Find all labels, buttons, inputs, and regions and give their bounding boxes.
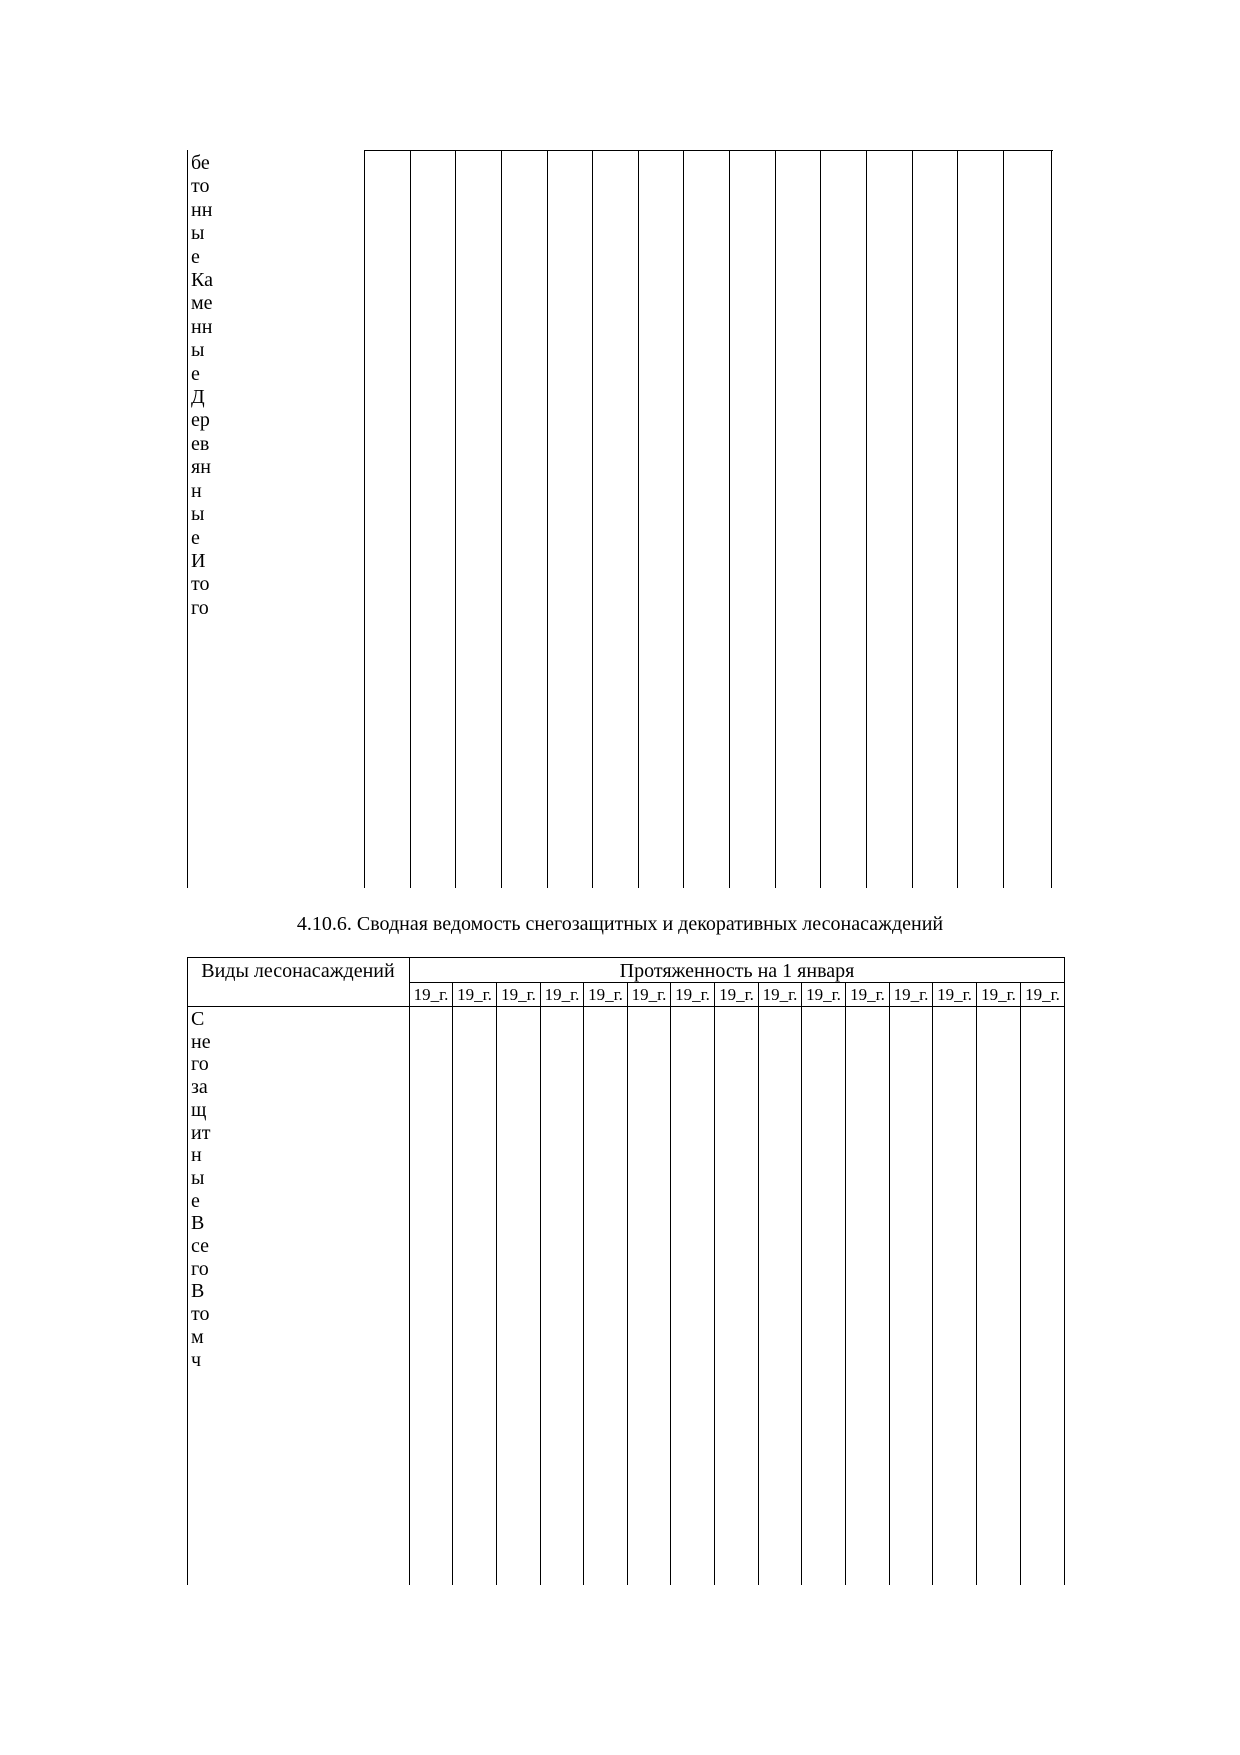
year-header-cell: 19_г.	[544, 985, 580, 1004]
year-header-cell: 19_г.	[850, 985, 885, 1004]
year-header-cell: 19_г.	[719, 985, 754, 1004]
table-continued-column-line	[187, 150, 188, 888]
table-top-border	[187, 957, 1065, 958]
year-column-line	[627, 982, 628, 1585]
year-header-cell: 19_г.	[937, 985, 972, 1004]
year-column-line	[409, 957, 410, 1585]
table-continued-column-line	[729, 150, 730, 888]
year-column-line	[889, 982, 890, 1585]
year-header-cell: 19_г.	[588, 985, 623, 1004]
table-continued-column-line	[957, 150, 958, 888]
header-span-underline	[409, 982, 1065, 983]
year-column-line	[670, 982, 671, 1585]
year-header-cell: 19_г.	[501, 985, 536, 1004]
year-column-line	[1020, 982, 1021, 1585]
table-continued	[187, 150, 1053, 888]
table-continued-column-line	[683, 150, 684, 888]
table-continued-column-line	[638, 150, 639, 888]
year-header-cell: 19_г.	[806, 985, 841, 1004]
header-planting-types: Виды лесонасаждений	[201, 960, 395, 982]
year-header-cell: 19_г.	[675, 985, 710, 1004]
table-continued-top-border	[364, 150, 1053, 151]
year-column-line	[540, 982, 541, 1585]
table-continued-column-line	[410, 150, 411, 888]
year-header-cell: 19_г.	[762, 985, 798, 1004]
table-caption: 4.10.6. Сводная ведомость снегозащитных и декоративных лесонасаждений	[296, 913, 944, 935]
year-header-cell: 19_г.	[413, 985, 449, 1004]
table-continued-column-line	[866, 150, 867, 888]
table-continued-column-line	[1003, 150, 1004, 888]
row-label-vertical: бетонныеКаменныеДеревянныеИтого	[191, 152, 213, 619]
year-column-line	[758, 982, 759, 1585]
year-column-line	[714, 982, 715, 1585]
year-header-cell: 19_г.	[893, 985, 929, 1004]
year-column-line	[452, 982, 453, 1585]
year-column-line	[1064, 957, 1065, 1585]
year-column-line	[496, 982, 497, 1585]
header-length-jan1: Протяженность на 1 января	[619, 960, 855, 982]
year-header-cell: 19_г.	[631, 985, 667, 1004]
year-column-line	[845, 982, 846, 1585]
table-continued-column-line	[820, 150, 821, 888]
year-header-cell: 19_г.	[457, 985, 492, 1004]
table-continued-column-line	[455, 150, 456, 888]
table-continued-column-line	[775, 150, 776, 888]
year-header-cell: 19_г.	[981, 985, 1016, 1004]
table-left-border	[187, 957, 188, 1585]
table-continued-column-line	[592, 150, 593, 888]
plantings-table	[187, 957, 1065, 1585]
year-column-line	[976, 982, 977, 1585]
year-column-line	[932, 982, 933, 1585]
table-continued-column-line	[364, 150, 365, 888]
year-column-line	[801, 982, 802, 1585]
table-continued-column-line	[547, 150, 548, 888]
header-bottom-border	[187, 1006, 1065, 1007]
year-header-cell: 19_г.	[1025, 985, 1060, 1004]
table-continued-column-line	[1051, 150, 1052, 888]
row-label-vertical: СнегозащитныеВсегоВ том ч	[191, 1008, 211, 1371]
table-continued-column-line	[912, 150, 913, 888]
year-column-line	[583, 982, 584, 1585]
table-continued-column-line	[501, 150, 502, 888]
